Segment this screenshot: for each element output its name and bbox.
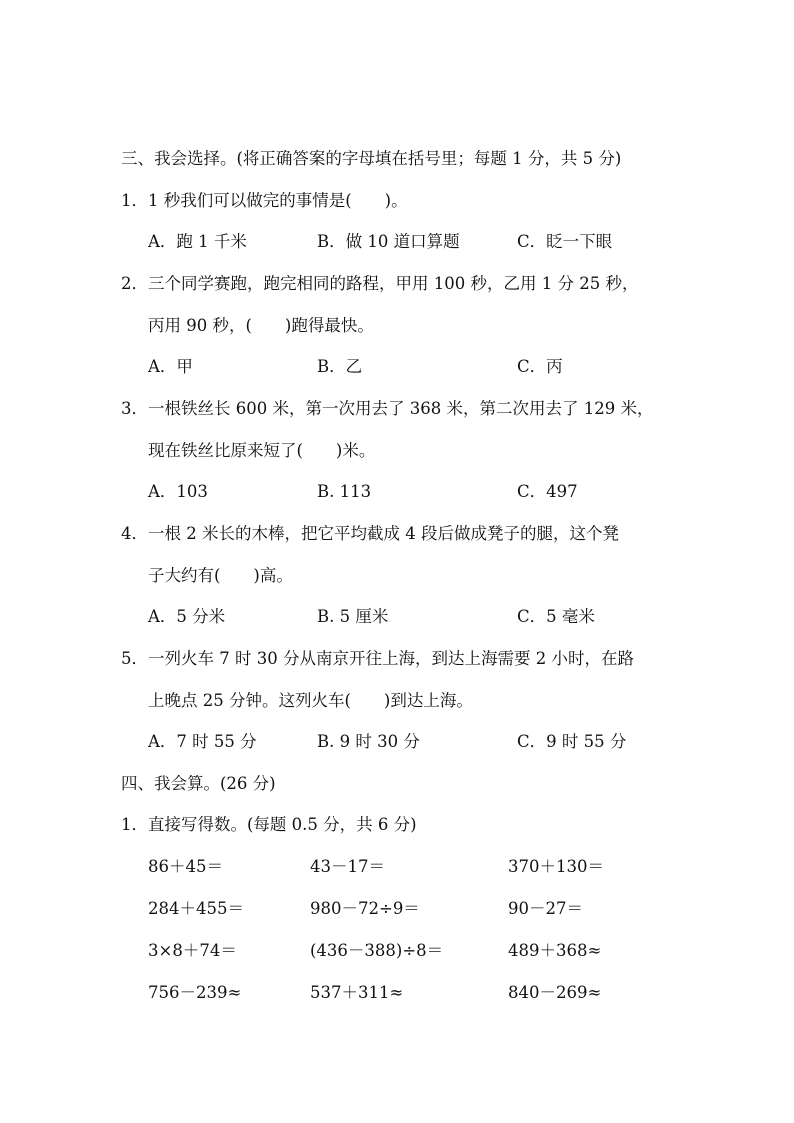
question-4-options bbox=[148, 607, 708, 629]
calc-item: 537＋311≈ bbox=[310, 983, 404, 1002]
question-1-text: 1．1 秒我们可以做完的事情是( )。 bbox=[121, 191, 408, 210]
calc-row bbox=[148, 941, 708, 963]
calc-row bbox=[148, 857, 708, 879]
option-a[interactable]: A．跑 1 千米 bbox=[148, 232, 247, 251]
calc-item: 3×8＋74＝ bbox=[148, 941, 237, 960]
option-b[interactable]: B. 5 厘米 bbox=[317, 607, 389, 626]
question-3-text-line-1: 3．一根铁丝长 600 米，第一次用去了 368 米，第二次用去了 129 米， bbox=[121, 399, 654, 418]
option-a[interactable]: A．甲 bbox=[148, 357, 193, 376]
option-a[interactable]: A．7 时 55 分 bbox=[148, 732, 257, 751]
question-1-options bbox=[148, 232, 708, 254]
calc-item: (436－388)÷8＝ bbox=[310, 941, 444, 960]
calc-row bbox=[148, 899, 708, 921]
section-3-title: 三、我会选择。(将正确答案的字母填在括号里；每题 1 分，共 5 分) bbox=[121, 149, 622, 168]
option-c[interactable]: C．5 毫米 bbox=[517, 607, 595, 626]
calc-item: 86＋45＝ bbox=[148, 857, 223, 876]
option-c[interactable]: C．眨一下眼 bbox=[517, 232, 613, 251]
question-5-text-line-2: 上晚点 25 分钟。这列火车( )到达上海。 bbox=[148, 691, 473, 710]
question-3-text-line-2: 现在铁丝比原来短了( )米。 bbox=[148, 441, 376, 460]
calc-item: 489＋368≈ bbox=[508, 941, 602, 960]
question-5-options bbox=[148, 732, 708, 754]
option-a[interactable]: A．5 分米 bbox=[148, 607, 226, 626]
question-3-options bbox=[148, 482, 708, 504]
calc-item: 840－269≈ bbox=[508, 983, 602, 1002]
option-b[interactable]: B．做 10 道口算题 bbox=[317, 232, 460, 251]
calc-item: 90－27＝ bbox=[508, 899, 583, 918]
option-c[interactable]: C．丙 bbox=[517, 357, 563, 376]
calc-item: 284＋455＝ bbox=[148, 899, 244, 918]
section-4-title: 四、我会算。(26 分) bbox=[121, 774, 276, 793]
question-2-options bbox=[148, 357, 708, 379]
question-2-text-line-1: 2．三个同学赛跑，跑完相同的路程，甲用 100 秒，乙用 1 分 25 秒， bbox=[121, 274, 639, 293]
option-b[interactable]: B. 113 bbox=[317, 482, 372, 501]
option-b[interactable]: B．乙 bbox=[317, 357, 363, 376]
question-5-text-line-1: 5．一列火车 7 时 30 分从南京开往上海，到达上海需要 2 小时，在路 bbox=[121, 649, 634, 668]
question-4-text-line-1: 4．一根 2 米长的木棒，把它平均截成 4 段后做成凳子的腿，这个凳 bbox=[121, 524, 619, 543]
calc-row bbox=[148, 983, 708, 1005]
calc-item: 370＋130＝ bbox=[508, 857, 604, 876]
calc-item: 43－17＝ bbox=[310, 857, 385, 876]
option-b[interactable]: B. 9 时 30 分 bbox=[317, 732, 420, 751]
question-2-text-line-2: 丙用 90 秒，( )跑得最快。 bbox=[148, 316, 374, 335]
option-c[interactable]: C．497 bbox=[517, 482, 578, 501]
calc-item: 756－239≈ bbox=[148, 983, 242, 1002]
option-a[interactable]: A．103 bbox=[148, 482, 208, 501]
section-4-subquestion-1: 1．直接写得数。(每题 0.5 分，共 6 分) bbox=[121, 815, 417, 834]
calc-item: 980－72÷9＝ bbox=[310, 899, 420, 918]
option-c[interactable]: C．9 时 55 分 bbox=[517, 732, 627, 751]
question-4-text-line-2: 子大约有( )高。 bbox=[148, 566, 293, 585]
